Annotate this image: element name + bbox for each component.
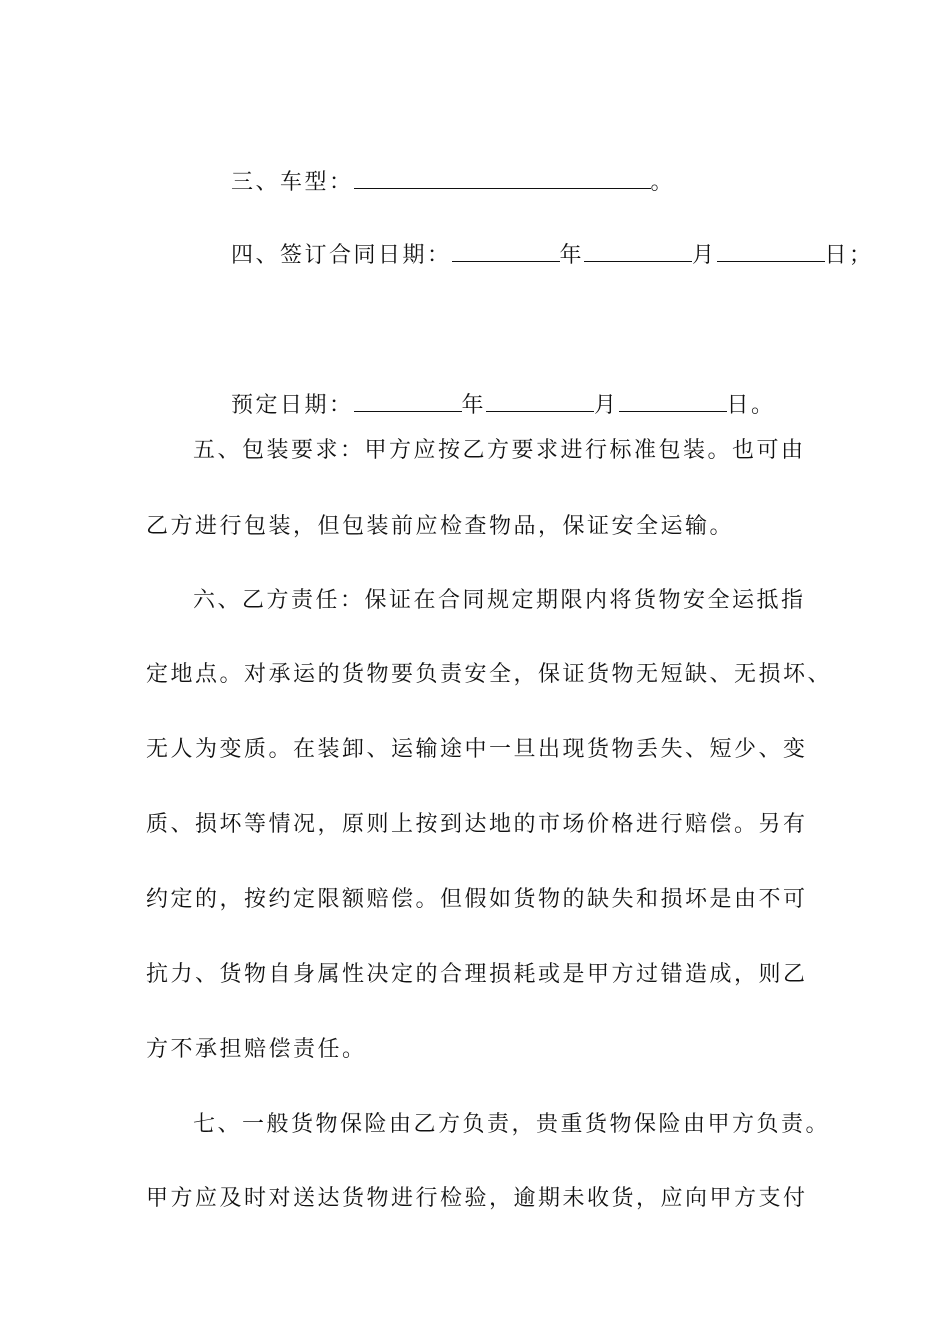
clause-6-line-1: 六、乙方责任：保证在合同规定期限内将货物安全运抵指 xyxy=(193,588,806,613)
clause-7-line-2: 甲方应及时对送达货物进行检验，逾期未收货，应向甲方支付 xyxy=(146,1186,808,1211)
clause-6-line-5: 约定的，按约定限额赔偿。但假如货物的缺失和损坏是由不可 xyxy=(146,887,808,912)
year-label: 年 xyxy=(461,393,487,418)
clause-6-line-6: 抗力、货物自身属性决定的合理损耗或是甲方过错造成，则乙 xyxy=(146,962,808,987)
vehicle-type-label: 三、车型： xyxy=(230,170,354,195)
vehicle-type-blank[interactable] xyxy=(354,170,651,189)
clause-5-line-1: 五、包装要求：甲方应按乙方要求进行标准包装。也可由 xyxy=(193,438,806,463)
sign-day-blank[interactable] xyxy=(717,243,825,262)
clause-6-line-2: 定地点。对承运的货物要负责安全，保证货物无短缺、无损坏、 xyxy=(146,662,833,687)
sign-date-label: 四、签订合同日期： xyxy=(230,243,452,268)
sign-date-line xyxy=(193,211,874,301)
clause-5-line-2: 乙方进行包装，但包装前应检查物品，保证安全运输。 xyxy=(146,514,735,539)
period: 。 xyxy=(650,170,676,195)
sign-year-blank[interactable] xyxy=(452,243,560,262)
scheduled-day-blank[interactable] xyxy=(619,393,727,412)
scheduled-year-blank[interactable] xyxy=(354,393,462,412)
day-label: 日。 xyxy=(726,393,776,418)
clause-6-line-3: 无人为变质。在装卸、运输途中一旦出现货物丢失、短少、变 xyxy=(146,737,808,762)
month-label: 月 xyxy=(594,393,619,418)
month-label: 月 xyxy=(692,243,717,268)
year-label: 年 xyxy=(559,243,585,268)
clause-6-line-4: 质、损坏等情况，原则上按到达地的市场价格进行赔偿。另有 xyxy=(146,812,808,837)
scheduled-date-label: 预定日期： xyxy=(230,393,354,418)
day-label: 日； xyxy=(824,243,874,268)
clause-6-line-7: 方不承担赔偿责任。 xyxy=(146,1037,367,1062)
clause-7-line-1: 七、一般货物保险由乙方负责，贵重货物保险由甲方负责。 xyxy=(193,1112,831,1137)
scheduled-month-blank[interactable] xyxy=(486,393,594,412)
sign-month-blank[interactable] xyxy=(584,243,692,262)
